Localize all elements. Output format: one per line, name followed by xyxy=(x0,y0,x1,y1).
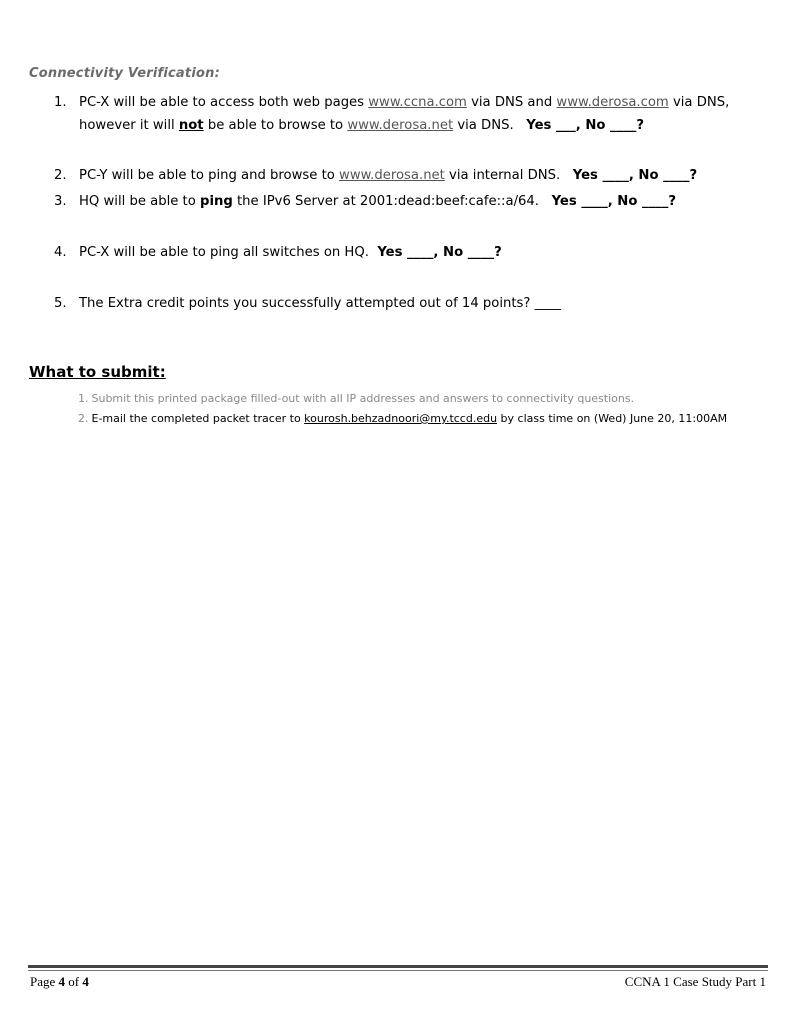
link-derosa-net[interactable]: www.derosa.net xyxy=(339,168,445,183)
of-label: of xyxy=(65,974,83,989)
question-number: 1. xyxy=(54,95,67,110)
footer-rule-thin xyxy=(28,970,768,971)
question-number: 2. xyxy=(54,168,67,183)
answer-blank: Yes ___, No ____? xyxy=(526,118,645,133)
question-4 xyxy=(54,241,762,264)
email-link[interactable]: kourosh.behzadnoori@my.tccd.edu xyxy=(304,412,498,425)
question-3 xyxy=(54,190,762,213)
document-title: CCNA 1 Case Study Part 1 xyxy=(624,974,766,989)
question-number: 3. xyxy=(54,194,67,209)
question-number: 5. xyxy=(54,296,67,311)
link-derosa-net[interactable]: www.derosa.net xyxy=(347,118,454,133)
section-heading: Connectivity Verification: xyxy=(29,66,220,81)
question-text: The Extra credit points you successfully attempted out of 14 points? ____ xyxy=(79,296,561,311)
question-5 xyxy=(54,292,762,315)
answer-blank: Yes ____, No ____? xyxy=(377,245,502,260)
link-derosa-com[interactable]: www.derosa.com xyxy=(556,95,669,110)
list-number: 2. xyxy=(78,412,89,425)
submit-item-2 xyxy=(78,412,727,426)
current-page: 4 xyxy=(58,974,66,989)
question-text: PC-X will be able to ping all switches on HQ. xyxy=(79,245,369,260)
question-text: PC-Y will be able to ping and browse to xyxy=(79,168,340,183)
question-text: however it will xyxy=(79,118,179,133)
question-text: via DNS. xyxy=(453,118,514,133)
submit-text: E-mail the completed packet tracer to xyxy=(91,412,305,425)
submit-heading: What to submit: xyxy=(29,363,166,381)
emphasis-ping: ping xyxy=(200,194,233,209)
question-text: the IPv6 Server at 2001:dead:beef:cafe::a/64. xyxy=(232,194,540,209)
list-number: 1. xyxy=(78,392,89,405)
page-label: Page xyxy=(30,974,59,989)
submit-item-1 xyxy=(78,392,634,406)
question-text: via DNS and xyxy=(466,95,557,110)
question-number: 4. xyxy=(54,245,67,260)
footer-rule xyxy=(28,965,768,968)
answer-blank: Yes ____, No ____? xyxy=(551,194,677,209)
question-text: PC-X will be able to access both web pages xyxy=(79,95,369,110)
question-text: via internal DNS. xyxy=(444,168,561,183)
question-text: be able to browse to xyxy=(203,118,348,133)
question-1 xyxy=(54,91,762,137)
emphasis-not: not xyxy=(178,118,204,133)
answer-blank: Yes ____, No ____? xyxy=(572,168,698,183)
question-text: via DNS, xyxy=(668,95,730,110)
submit-text: Submit this printed package filled-out with all IP addresses and answers to connectivity questions. xyxy=(91,392,635,405)
link-ccna[interactable]: www.ccna.com xyxy=(368,95,467,110)
page-number xyxy=(30,974,89,990)
total-pages: 4 xyxy=(82,974,89,989)
question-2 xyxy=(54,164,762,187)
submit-text: by class time on (Wed) June 20, 11:00AM xyxy=(497,412,728,425)
question-text: HQ will be able to xyxy=(79,194,200,209)
